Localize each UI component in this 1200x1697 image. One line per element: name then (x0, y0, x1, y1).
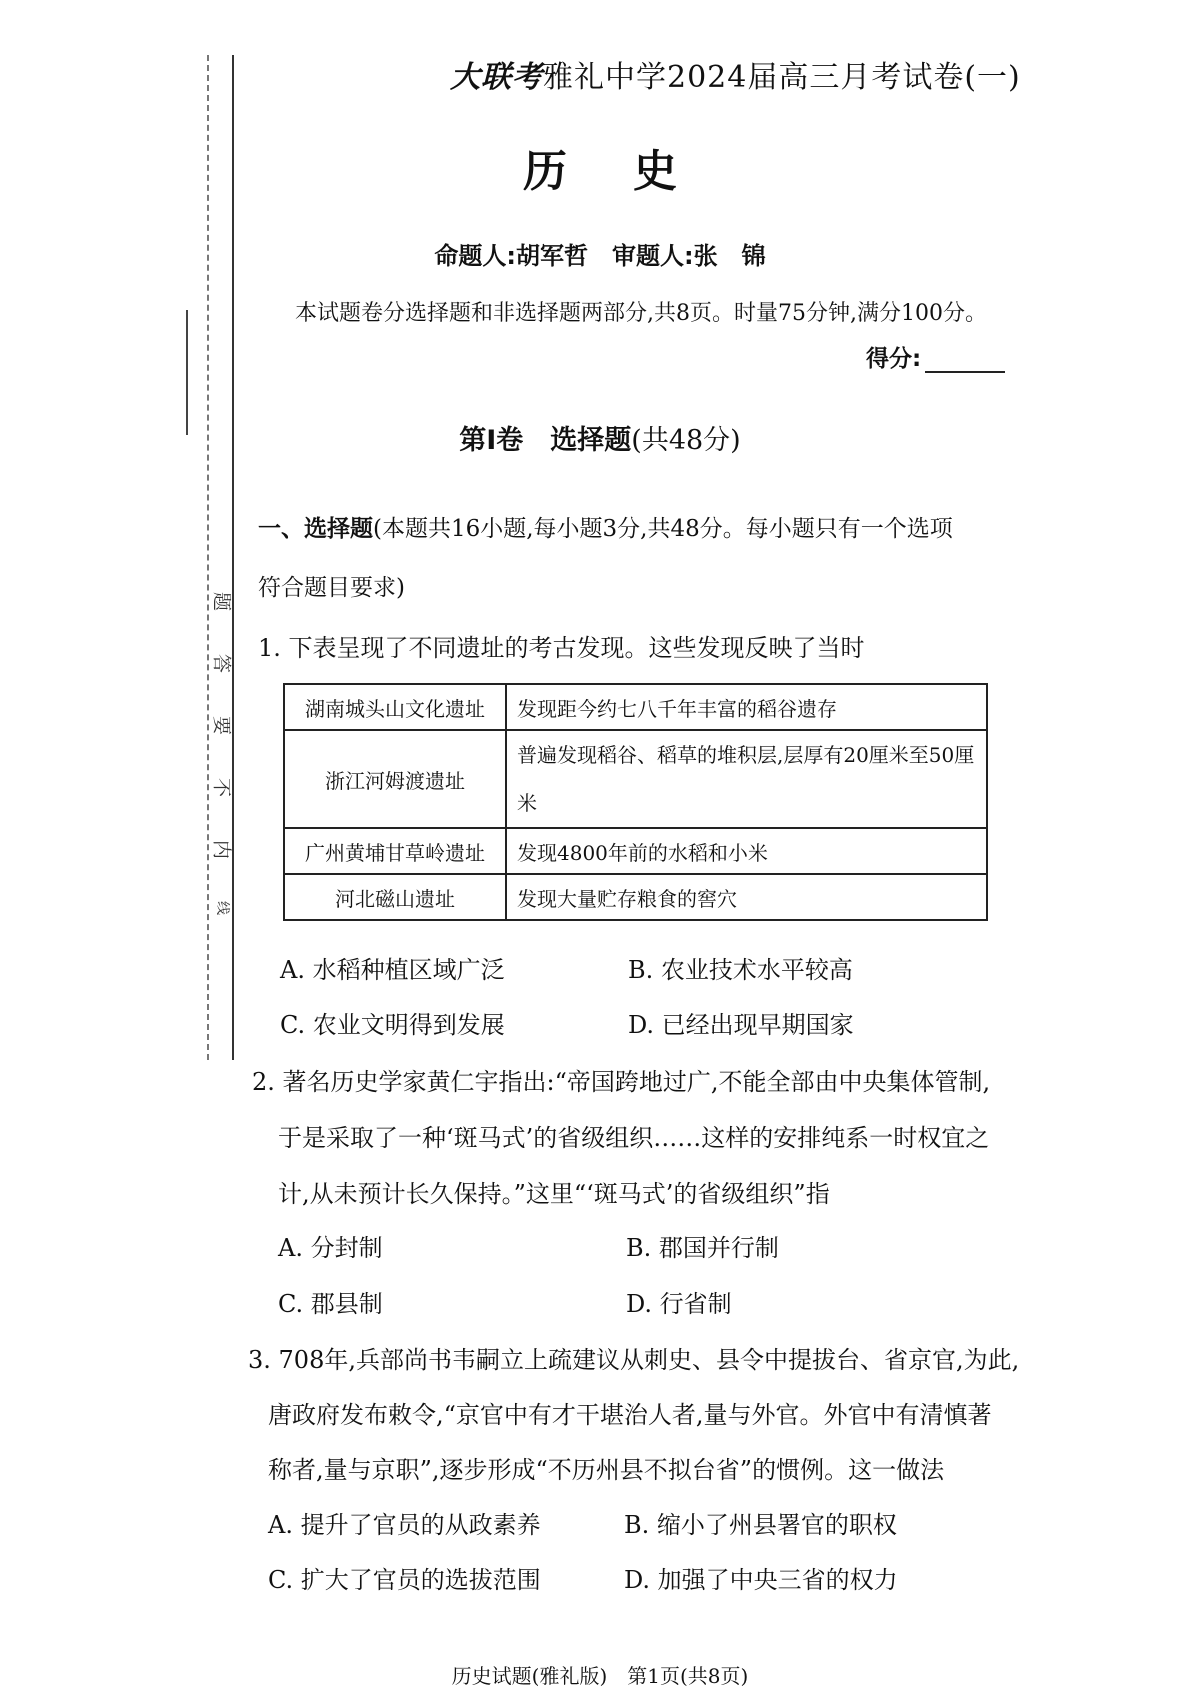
question-3-option-c[interactable]: C. 扩大了官员的选拔范围 (268, 1566, 541, 1594)
question-2-stem-line: 于是采取了一种‘斑马式’的省级组织……这样的安排纯系一时权宜之 (278, 1124, 990, 1152)
question-1-stem: 1. 下表呈现了不同遗址的考古发现。这些发现反映了当时 (258, 634, 865, 662)
section-desc: (本题共16小题,每小题3分,共48分。每小题只有一个选项 (373, 516, 953, 542)
seal-char: 要 (210, 715, 233, 735)
question-2-option-a[interactable]: A. 分封制 (278, 1234, 383, 1262)
table-row (284, 828, 987, 874)
seal-char: 内 (210, 839, 233, 859)
table-cell-finding: 发现距今约七八千年丰富的稻谷遗存 (506, 684, 987, 730)
table-cell-finding: 普遍发现稻谷、稻草的堆积层,层厚有20厘米至50厘米 (506, 730, 987, 828)
question-1-table (283, 683, 988, 921)
question-2-stem-line: 计,从未预计长久保持。”这里“‘斑马式’的省级组织”指 (278, 1180, 830, 1208)
header-title: 雅礼中学2024届高三月考试卷(一) (543, 60, 1021, 95)
table-cell-finding: 发现大量贮存粮食的窖穴 (506, 874, 987, 920)
table-cell-site: 浙江河姆渡遗址 (284, 730, 506, 828)
table-row (284, 730, 987, 828)
section-heading-label: 一、选择题 (258, 516, 373, 542)
question-2-option-d[interactable]: D. 行省制 (626, 1290, 732, 1318)
question-1-option-c[interactable]: C. 农业文明得到发展 (280, 1011, 505, 1039)
table-cell-site: 湖南城头山文化遗址 (284, 684, 506, 730)
authors-line: 命题人:胡军哲 审题人:张 锦 (434, 242, 766, 270)
score-field (866, 340, 1005, 373)
question-1-option-a[interactable]: A. 水稻种植区域广泛 (280, 956, 505, 984)
section-heading (258, 510, 953, 543)
binding-dashed-line (207, 55, 209, 1060)
table-cell-site: 广州黄埔甘草岭遗址 (284, 828, 506, 874)
seal-char: 线 (214, 901, 230, 915)
question-2-stem-line: 2. 著名历史学家黄仁宇指出:“帝国跨地过广,不能全部由中央集体管制, (252, 1068, 991, 1096)
table-cell-site: 河北磁山遗址 (284, 874, 506, 920)
table-row (284, 684, 987, 730)
question-3-stem-line: 称者,量与京职”,逐步形成“不历州县不拟台省”的惯例。这一做法 (268, 1456, 945, 1484)
header-brand: 大联考 (450, 60, 543, 95)
question-2-option-b[interactable]: B. 郡国并行制 (626, 1234, 779, 1262)
question-3-stem-line: 唐政府发布敕令,“京官中有才干堪治人者,量与外官。外官中有清慎著 (268, 1401, 992, 1429)
section-desc-line2: 符合题目要求) (258, 575, 405, 601)
scan-edge-mark (186, 310, 188, 435)
question-3-option-b[interactable]: B. 缩小了州县署官的职权 (624, 1511, 897, 1539)
question-1-option-b[interactable]: B. 农业技术水平较高 (628, 956, 853, 984)
score-blank[interactable] (925, 351, 1005, 373)
table-row (284, 874, 987, 920)
seal-char: 题 (210, 591, 233, 611)
subject-title: 历史 (523, 146, 743, 197)
part-title-main: 第Ⅰ卷 选择题 (459, 425, 632, 456)
seal-char: 答 (210, 653, 233, 673)
part-title (0, 418, 1200, 457)
question-3-option-a[interactable]: A. 提升了官员的从政素养 (268, 1511, 541, 1539)
part-title-note: (共48分) (631, 425, 741, 456)
question-3-stem-line: 3. 708年,兵部尚书韦嗣立上疏建议从刺史、县令中提拔台、省京官,为此, (248, 1346, 1020, 1374)
question-1-option-d[interactable]: D. 已经出现早期国家 (628, 1011, 854, 1039)
page-footer: 历史试题(雅礼版) 第1页(共8页) (451, 1664, 749, 1688)
question-2-option-c[interactable]: C. 郡县制 (278, 1290, 383, 1318)
exam-intro: 本试题卷分选择题和非选择题两部分,共8页。时量75分钟,满分100分。 (295, 301, 987, 326)
seal-char: 不 (210, 777, 233, 797)
table-cell-finding: 发现4800年前的水稻和小米 (506, 828, 987, 874)
score-label: 得分: (866, 346, 922, 372)
exam-header (450, 52, 1021, 96)
question-3-option-d[interactable]: D. 加强了中央三省的权力 (624, 1566, 898, 1594)
